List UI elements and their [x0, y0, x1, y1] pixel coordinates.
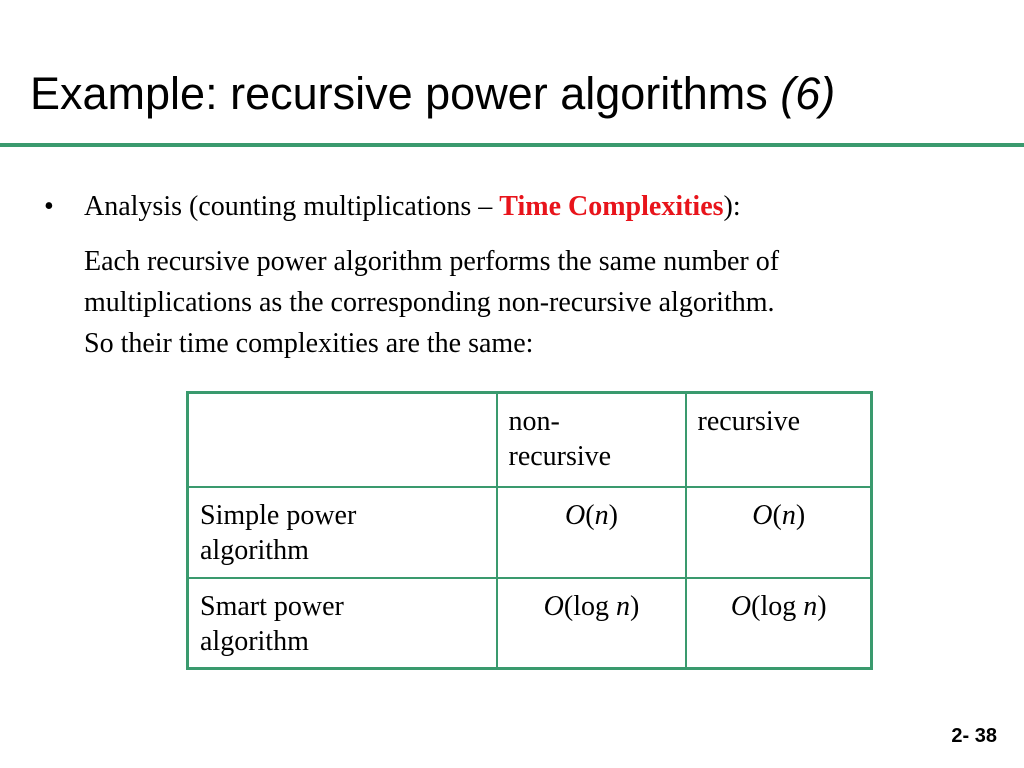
paren-close: ): [795, 499, 806, 531]
paren-close: ): [817, 590, 827, 622]
row-label-line: algorithm: [200, 625, 309, 657]
bullet-marker: •: [44, 191, 54, 222]
header-cell-non-recursive: [497, 393, 686, 487]
row-label-line: algorithm: [200, 534, 309, 566]
complexity-cell: [497, 487, 686, 578]
big-o: O: [752, 499, 773, 531]
bullet-item: [44, 189, 741, 225]
table-row: [188, 578, 872, 669]
variable: n: [803, 590, 818, 622]
slide-title-main: Example: recursive power algorithms: [30, 68, 781, 119]
big-o: O: [565, 499, 586, 531]
paren-close: ): [608, 499, 618, 531]
row-label-line: Simple power: [200, 499, 357, 531]
header-cell-recursive: recursive: [686, 393, 872, 487]
big-o: O: [730, 590, 752, 622]
paren-open: (log: [751, 590, 804, 622]
title-divider: [0, 143, 1024, 147]
variable: n: [781, 499, 796, 531]
paren-close: ): [630, 590, 640, 622]
complexity-table: [186, 391, 873, 670]
header-line: non-: [508, 406, 560, 437]
table-row: [188, 487, 872, 578]
bullet-text-after: ):: [723, 191, 741, 222]
paren-open: (: [772, 499, 782, 531]
table-header-row: [188, 393, 872, 487]
complexity-cell: [686, 487, 872, 578]
variable: n: [616, 590, 630, 622]
header-line: recursive: [508, 441, 612, 472]
variable: n: [594, 499, 609, 531]
bullet-text-before: Analysis (counting multiplications –: [84, 191, 500, 222]
big-o: O: [543, 590, 564, 622]
header-cell-empty: [188, 393, 497, 487]
row-label: [188, 487, 497, 578]
paragraph-line: multiplications as the corresponding non-recursive algorithm.: [84, 287, 775, 318]
complexity-cell: [686, 578, 872, 669]
slide-title: [30, 68, 835, 120]
paragraph-line: So their time complexities are the same:: [84, 328, 534, 359]
paren-open: (log: [563, 590, 616, 622]
row-label-line: Smart power: [200, 590, 344, 622]
row-label: [188, 578, 497, 669]
slide-title-suffix: (6): [780, 68, 836, 119]
complexity-cell: [497, 578, 686, 669]
explanation-paragraph: [84, 241, 964, 364]
bullet-highlight: Time Complexities: [499, 191, 724, 222]
paragraph-line: Each recursive power algorithm performs the same number of: [84, 246, 780, 277]
page-number: 2- 38: [951, 725, 997, 747]
paren-open: (: [585, 499, 595, 531]
